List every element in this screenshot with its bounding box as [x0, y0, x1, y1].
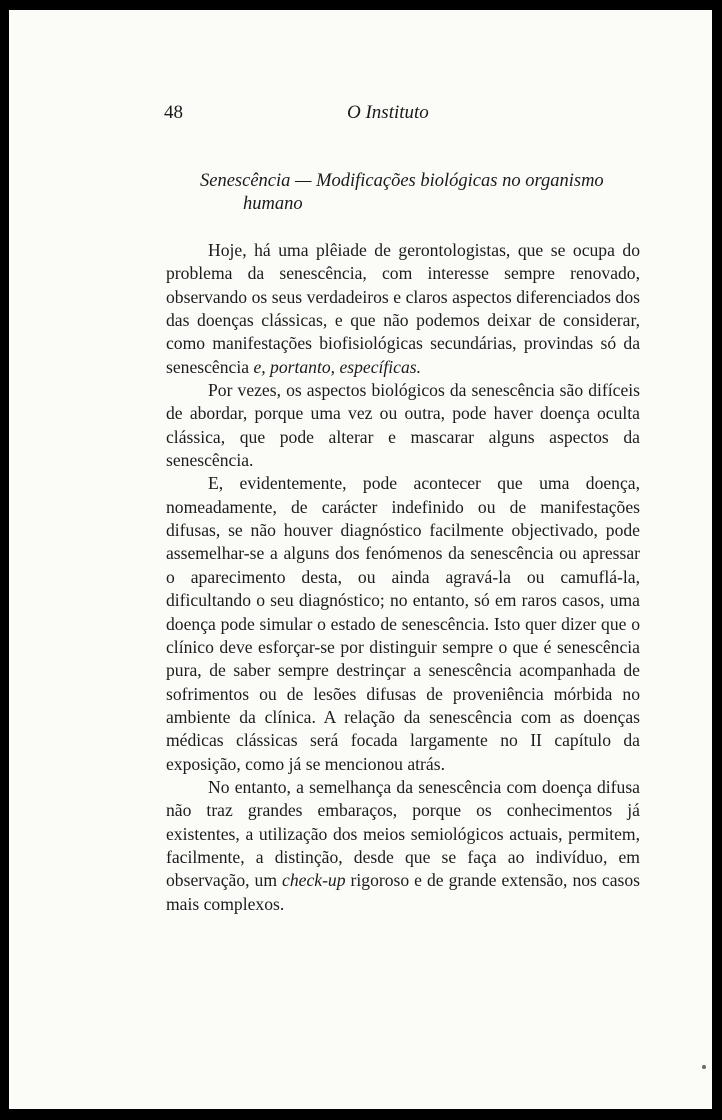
- paragraph-4-text-after: rigoroso e de grande extensão, nos casos mais complexos.: [166, 870, 640, 914]
- section-title: [200, 170, 640, 216]
- paragraph-1: [166, 239, 640, 379]
- document-page: [9, 10, 712, 1109]
- page-header: [164, 102, 584, 126]
- paragraph-4-text-before: No entanto, a semelhança da senescência com doença difusa não traz grandes embaraços, porque os conhecimentos já existentes, a utilização dos meios semiológicos actuais, permitem, facilmente, a distinção, desde que se faça ao indivíduo, em observação, um: [166, 776, 640, 891]
- section-title-line-1: Senescência — Modificações biológicas no organismo: [200, 171, 604, 191]
- paragraph-4: [166, 776, 640, 916]
- paragraph-1-text: Hoje, há uma plêiade de gerontologistas, que se ocupa do problema da senescência, com interesse sempre renovado, observando os seus verdadeiros e claros aspectos diferenciados dos das doenças clássicas, e que não podemos deixar de considerar, como manifestações biofisiológicas secundárias, provindas só da senescência: [166, 240, 640, 377]
- running-title: O Instituto: [347, 102, 429, 123]
- paragraph-2: Por vezes, os aspectos biológicos da senescência são difíceis de abordar, porque uma vez ou outra, pode haver doença oculta clássica, que pode alterar e mascarar alguns aspectos da senescência.: [166, 380, 640, 471]
- page-number: 48: [164, 102, 183, 123]
- paragraph-1-emphasis: e, portanto, específicas.: [253, 356, 422, 377]
- paragraph-4-emphasis: check-up: [282, 870, 346, 891]
- body-text: [166, 239, 640, 916]
- section-title-line-2: humano: [243, 194, 303, 214]
- paragraph-3: E, evidentemente, pode acontecer que uma doença, nomeadamente, de carácter indefinido ou de manifestações difusas, se não houver diagnóstico facilmente objectivado, pode assemelhar-se a alguns dos fenómenos da senescência ou apressar o aparecimento desta, ou ainda agravá-la ou camuflá-la, dificultando o seu diagnóstico; no entanto, só em raros casos, uma doença pode simular o estado de senescência. Isto quer dizer que o clínico deve esforçar-se por distinguir sempre o que é senescência pura, de saber sempre destrinçar a senescência acompanhada de sofrimentos ou de lesões difusas de proveniência mórbida no ambiente da clínica. A relação da senescência com as doenças médicas clássicas será focada largamente no II capítulo da exposição, como já se mencionou atrás.: [166, 473, 640, 774]
- scan-speck: [702, 1065, 706, 1069]
